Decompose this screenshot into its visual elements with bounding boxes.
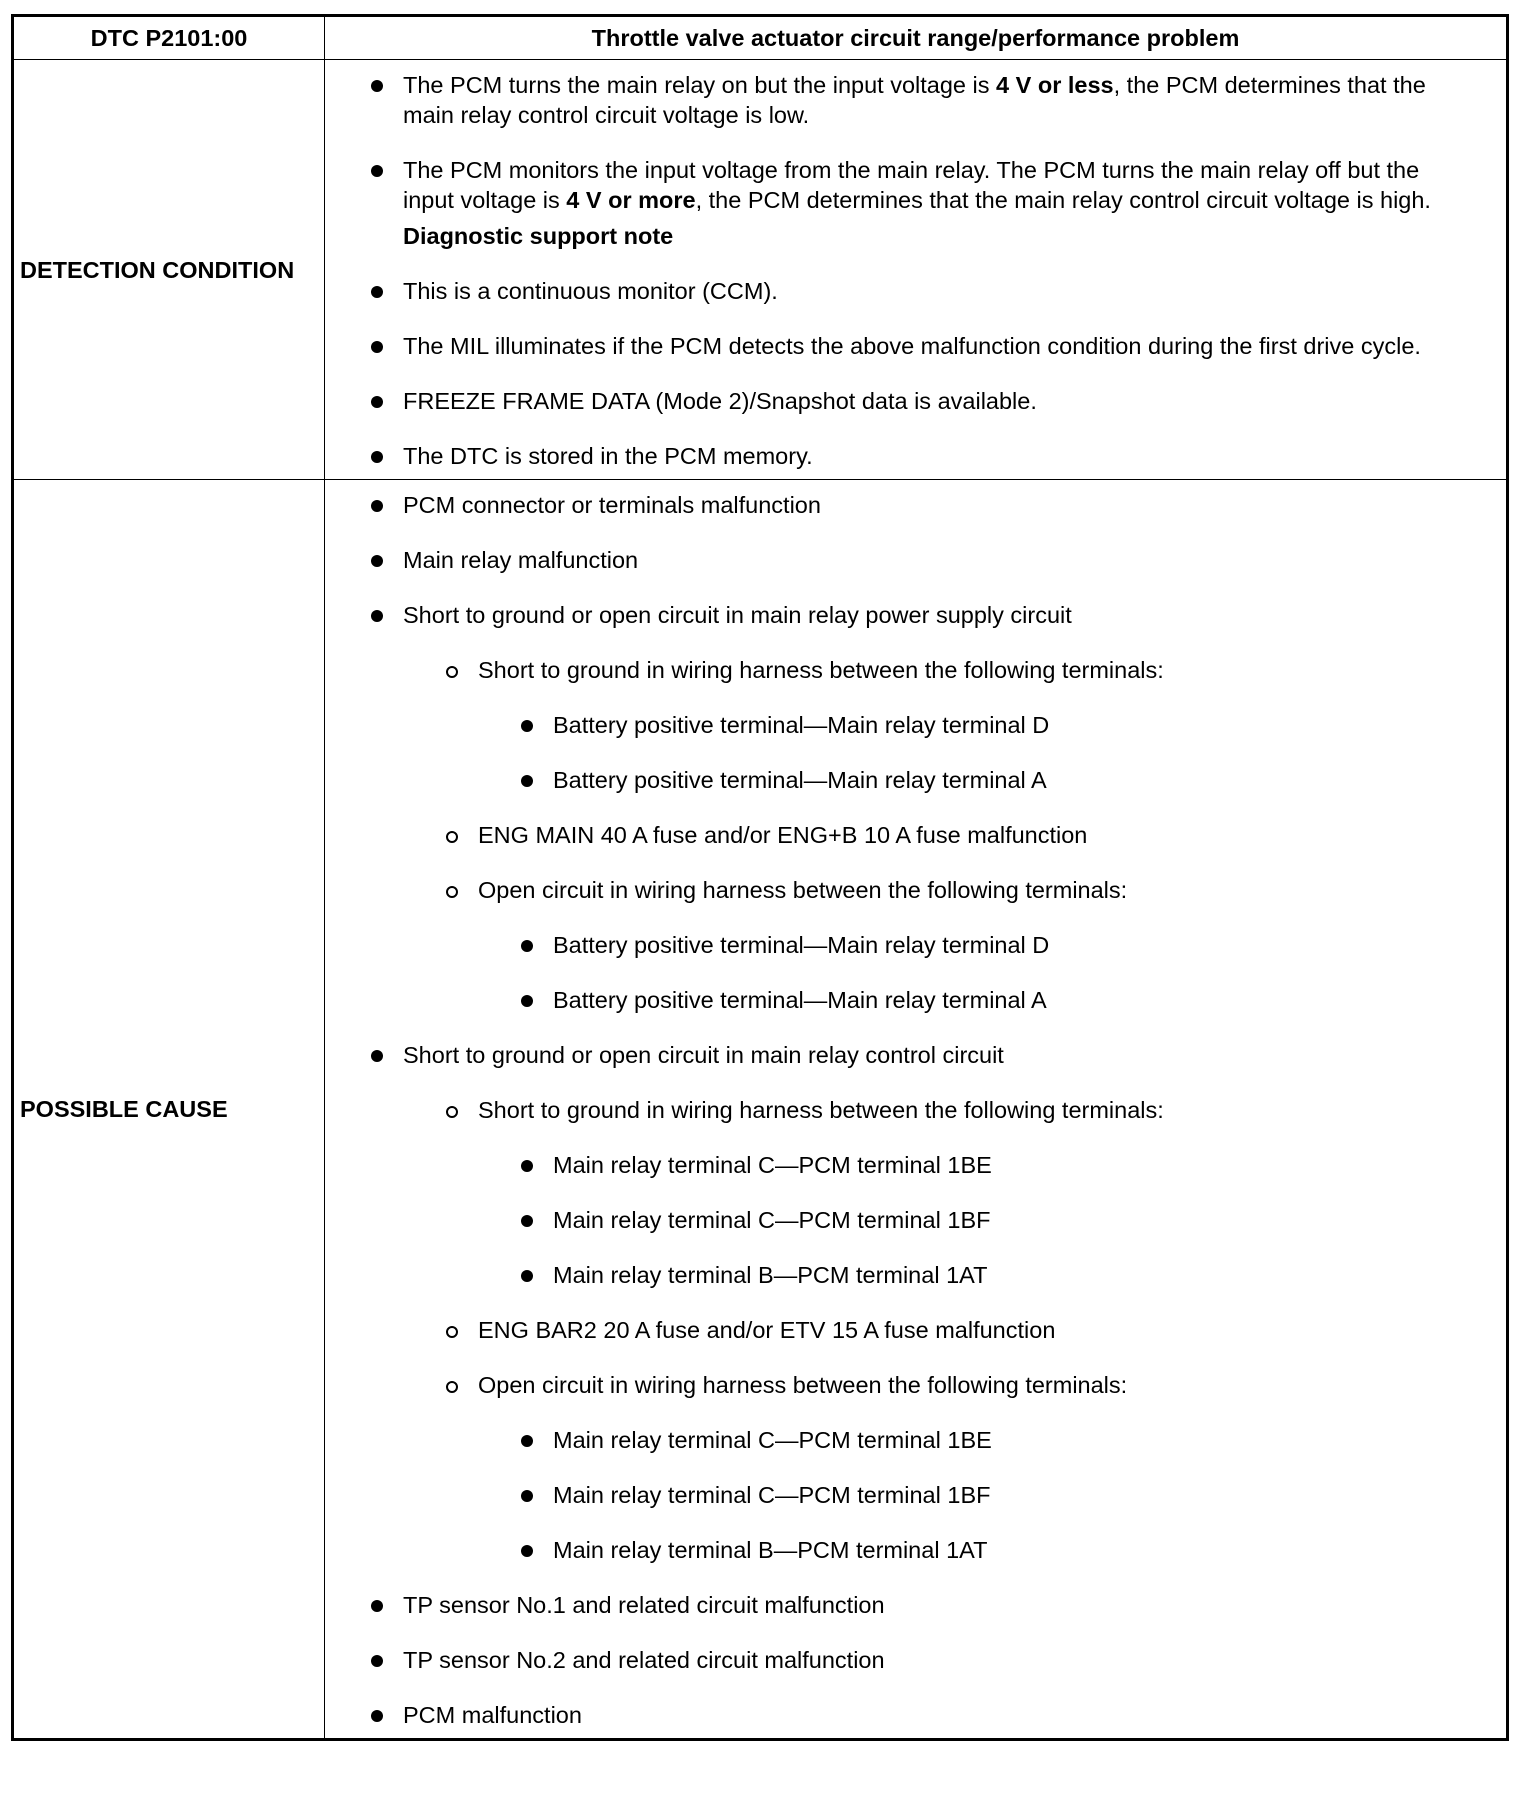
list-item: PCM malfunction — [325, 1700, 1466, 1730]
circle-bullet-icon — [446, 1326, 458, 1338]
detection-label: DETECTION CONDITION — [13, 60, 325, 480]
dtc-title: Throttle valve actuator circuit range/performance problem — [325, 16, 1508, 60]
bullet-icon — [521, 1215, 533, 1227]
list-item: TP sensor No.1 and related circuit malfunction — [325, 1590, 1466, 1620]
bullet-icon — [521, 940, 533, 952]
circle-bullet-icon — [446, 1106, 458, 1118]
bullet-icon — [371, 341, 383, 353]
bullet-icon — [521, 995, 533, 1007]
list-item: Battery positive terminal—Main relay terminal A — [325, 765, 1466, 795]
list-item: Short to ground in wiring harness between the following terminals: — [325, 1095, 1466, 1125]
list-item: The MIL illuminates if the PCM detects the above malfunction condition during the first drive cycle. — [325, 331, 1466, 361]
dtc-code: DTC P2101:00 — [13, 16, 325, 60]
bullet-icon — [371, 1050, 383, 1062]
list-item: ENG BAR2 20 A fuse and/or ETV 15 A fuse malfunction — [325, 1315, 1466, 1345]
circle-bullet-icon — [446, 831, 458, 843]
bullet-icon — [521, 775, 533, 787]
header-row — [13, 16, 1508, 60]
bullet-icon — [521, 1490, 533, 1502]
bullet-icon — [371, 1710, 383, 1722]
bullet-icon — [371, 80, 383, 92]
bullet-icon — [521, 1545, 533, 1557]
bullet-icon — [521, 1435, 533, 1447]
cause-content — [325, 480, 1508, 1740]
list-item: TP sensor No.2 and related circuit malfunction — [325, 1645, 1466, 1675]
bullet-icon — [521, 1270, 533, 1282]
list-item: Open circuit in wiring harness between the following terminals: — [325, 1370, 1466, 1400]
circle-bullet-icon — [446, 666, 458, 678]
detection-row — [13, 60, 1508, 480]
list-item: Main relay terminal C—PCM terminal 1BE — [325, 1150, 1466, 1180]
bullet-icon — [521, 1160, 533, 1172]
list-item: Short to ground in wiring harness between the following terminals: — [325, 655, 1466, 685]
list-item: Battery positive terminal—Main relay terminal A — [325, 985, 1466, 1015]
bullet-icon — [371, 555, 383, 567]
list-item: Open circuit in wiring harness between the following terminals: — [325, 875, 1466, 905]
list-item: Main relay terminal B—PCM terminal 1AT — [325, 1535, 1466, 1565]
list-item: Short to ground or open circuit in main relay control circuit — [325, 1040, 1466, 1070]
list-item: FREEZE FRAME DATA (Mode 2)/Snapshot data is available. — [325, 386, 1466, 416]
list-item: Main relay malfunction — [325, 545, 1466, 575]
list-item: Battery positive terminal—Main relay terminal D — [325, 930, 1466, 960]
bullet-icon — [371, 610, 383, 622]
list-item: ENG MAIN 40 A fuse and/or ENG+B 10 A fuse malfunction — [325, 820, 1466, 850]
circle-bullet-icon — [446, 886, 458, 898]
bullet-icon — [521, 720, 533, 732]
note-heading: Diagnostic support note — [403, 223, 674, 249]
bullet-icon — [371, 1600, 383, 1612]
bullet-icon — [371, 396, 383, 408]
dtc-table — [11, 14, 1509, 1741]
list-item: The PCM monitors the input voltage from the main relay. The PCM turns the main relay off but the input voltage is 4 V or more, the PCM determines that the main relay control circuit voltage is high. — [325, 155, 1466, 215]
detection-content — [325, 60, 1508, 480]
list-item: Short to ground or open circuit in main relay power supply circuit — [325, 600, 1466, 630]
cause-row — [13, 480, 1508, 1740]
list-item: Main relay terminal B—PCM terminal 1AT — [325, 1260, 1466, 1290]
list-item: The DTC is stored in the PCM memory. — [325, 441, 1466, 471]
list-item: Battery positive terminal—Main relay terminal D — [325, 710, 1466, 740]
list-item: Main relay terminal C—PCM terminal 1BF — [325, 1480, 1466, 1510]
cause-label: POSSIBLE CAUSE — [13, 480, 325, 1740]
circle-bullet-icon — [446, 1381, 458, 1393]
bullet-icon — [371, 500, 383, 512]
bullet-icon — [371, 451, 383, 463]
list-item: Main relay terminal C—PCM terminal 1BF — [325, 1205, 1466, 1235]
bullet-icon — [371, 1655, 383, 1667]
list-item: This is a continuous monitor (CCM). — [325, 276, 1466, 306]
list-item: The PCM turns the main relay on but the input voltage is 4 V or less, the PCM determines that the main relay control circuit voltage is low. — [325, 70, 1466, 130]
list-item: PCM connector or terminals malfunction — [325, 490, 1466, 520]
bullet-icon — [371, 286, 383, 298]
list-item: Main relay terminal C—PCM terminal 1BE — [325, 1425, 1466, 1455]
bullet-icon — [371, 165, 383, 177]
